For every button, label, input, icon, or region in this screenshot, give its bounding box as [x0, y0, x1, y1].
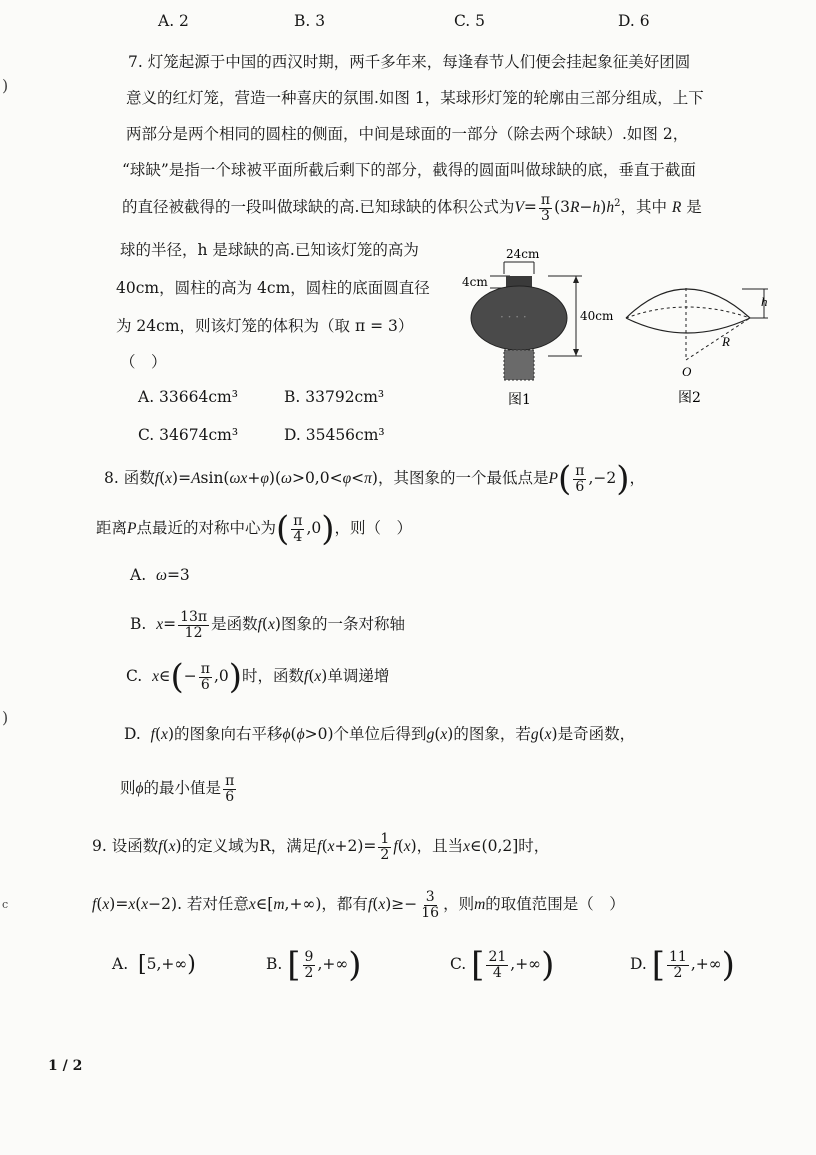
q7-line: 7. 灯笼起源于中国的西汉时期，两千多年来，每逢春节人们便会挂起象征美好团圆	[128, 53, 691, 71]
q7-answer-blank: （ ）	[120, 353, 167, 371]
q7-left-line: 球的半径，h 是球缺的高.已知该灯笼的高为	[120, 241, 419, 259]
fig2-r-label: R	[722, 334, 730, 349]
fig1-cyl-label: 4cm	[462, 275, 488, 289]
option-d: D. 6	[618, 12, 650, 30]
q7-option-d: D. 35456cm³	[284, 426, 385, 444]
figure-lantern	[452, 244, 622, 410]
q9-line1: 9. 设函数f(x)的定义域为R，满足f(x+2)= $\frac{1}{2}$ f(x)，且当x∈(0,2]时，	[92, 830, 550, 863]
q8-line2: 距离P点最近的对称中心为( $\frac{\pi}{4}$ ,0)，则（ ）	[96, 509, 413, 549]
q7-line: 两部分是两个相同的圆柱的侧面，中间是球面的一部分（除去两个球缺）.如图 2，	[126, 125, 689, 143]
q9-option-c: C. [ $\frac{21}{4}$ ,+∞)	[450, 945, 555, 985]
edge-mark: c	[2, 898, 9, 911]
q8-option-d-line2: 则ϕ的最小值是 $\frac{\pi}{6}$	[120, 772, 235, 805]
fig1-width-label: 24cm	[506, 247, 540, 261]
q8-option-d: D. f(x)的图象向右平移ϕ(ϕ>0)个单位后得到g(x)的图象，若g(x)是奇函数，	[124, 725, 636, 743]
q9-option-b: B. [ $\frac{9}{2}$ ,+∞)	[266, 945, 362, 985]
q7-line: 意义的红灯笼，营造一种喜庆的氛围.如图 1，某球形灯笼的轮廓由三部分组成，上下	[126, 89, 704, 107]
q7-left-line: 40cm，圆柱的高为 4cm，圆柱的底面圆直径	[116, 279, 430, 297]
fig2-o-label: O	[682, 364, 692, 379]
q8-option-a: A. ω=3	[130, 566, 190, 584]
option-b: B. 3	[294, 12, 326, 30]
option-a: A. 2	[158, 12, 189, 30]
edge-mark: )	[2, 708, 9, 727]
fig2-caption: 图2	[678, 390, 701, 406]
q9-option-a: A. [5,+∞)	[112, 952, 196, 977]
q7-option-b: B. 33792cm³	[284, 388, 385, 406]
q7-formula-line: 的直径被截得的一段叫做球缺的高.已知球缺的体积公式为V= $\frac{\pi}{3}$ $(3R-h)h^2$，其中 R 是	[122, 191, 702, 224]
q7-line: “球缺”是指一个球被平面所截后剩下的部分，截得的圆面叫做球缺的底，垂直于截面	[122, 161, 696, 179]
bottom-cylinder	[504, 350, 534, 380]
edge-mark: )	[2, 76, 9, 95]
q7-left-line: 为 24cm，则该灯笼的体积为（取 π = 3）	[116, 317, 414, 335]
q7-option-a: A. 33664cm³	[138, 388, 238, 406]
q9-line2: f(x)=x(x−2). 若对任意x∈[m,+∞)，都有f(x)≥− $\frac{3}{16}$ ，则m的取值范围是（ ）	[92, 888, 625, 921]
svg-text:· · · ·: · · · ·	[500, 310, 527, 324]
figure-spherical-cap	[622, 270, 780, 410]
fig2-h-label: h	[761, 294, 768, 309]
fig1-caption: 图1	[508, 392, 531, 408]
fig1-height-label: 40cm	[580, 309, 614, 323]
page-number: 1 / 2	[48, 1058, 83, 1074]
q8-option-c: C. x∈(− $\frac{\pi}{6}$ ,0)时，函数f(x)单调递增	[126, 657, 390, 697]
option-c: C. 5	[454, 12, 486, 30]
q7-option-c: C. 34674cm³	[138, 426, 239, 444]
q8-option-b: B. x= $\frac{13\pi}{12}$ 是函数f(x)图象的一条对称轴	[130, 608, 405, 641]
q9-option-d: D. [ $\frac{11}{2}$ ,+∞)	[630, 945, 735, 985]
q8-line1: 8. 函数f(x)=Asin(ωx+φ)(ω>0,0<φ<π)，其图象的一个最低点是P( $\frac{\pi}{6}$ ,−2)，	[104, 459, 645, 499]
